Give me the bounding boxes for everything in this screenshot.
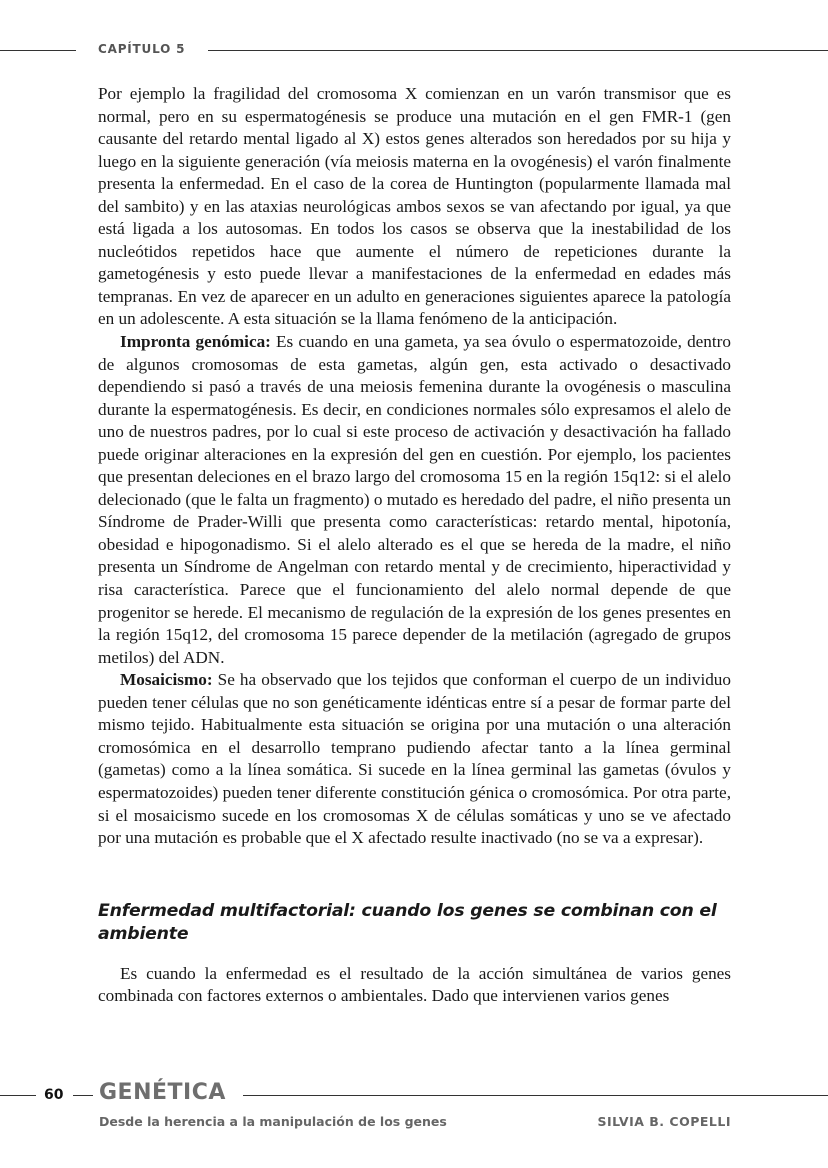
- paragraph-genomic-imprinting: [98, 331, 731, 669]
- section-heading: Enfermedad multifactorial: cuando los genes se combinan con el ambiente: [98, 900, 717, 944]
- book-subtitle: Desde la herencia a la manipulación de los genes: [99, 1114, 447, 1129]
- text-mosaicism: Se ha observado que los tejidos que conforman el cuerpo de un individuo pueden tener células que no son genéticamente idénticas entre sí a pesar de formar parte del mismo tejido. Habitualmente esta situación se origina por una mutación o una alteración cromosómica en el desarrollo temprano pudiendo afectar tanto a la línea germinal (gametas) como a la línea somática. Si sucede en la línea germinal las gametas (óvulos y espermatozoides) pueden tener diferente constitución génica o cromosómica. Por otra parte, si el mosaicismo sucede en los cromosomas X de células somáticas y uno se ve afectado por una mutación es probable que el X afectado resulte inactivado (no se va a expresar).: [98, 670, 731, 848]
- paragraph-mosaicism: [98, 669, 731, 849]
- header-rule-right: [208, 50, 828, 51]
- chapter-label: CAPÍTULO 5: [98, 42, 186, 56]
- page-body: [98, 83, 731, 1008]
- author-name: SILVIA B. COPELLI: [597, 1114, 731, 1129]
- term-mosaicism: Mosaicismo:: [120, 670, 213, 690]
- footer-rule-right: [243, 1095, 828, 1096]
- page-number: 60: [44, 1087, 64, 1103]
- book-title: GENÉTICA: [99, 1080, 226, 1105]
- paragraph-multifactorial: Es cuando la enfermedad es el resultado de la acción simultánea de varios genes combinada con factores externos o ambientales. Dado que intervienen varios genes: [98, 963, 731, 1006]
- term-genomic-imprinting: Impronta genómica:: [120, 332, 271, 352]
- footer-rule-mid: [73, 1095, 93, 1096]
- header-rule-left: [0, 50, 76, 51]
- text-genomic-imprinting: Es cuando en una gameta, ya sea óvulo o espermatozoide, dentro de algunos cromosomas de esta gametas, algún gen, esta activado o desactivado dependiendo si pasó a través de una meiosis femenina durante la ovogénesis o masculina durante la espermatogénesis. Es decir, en condiciones normales sólo expresamos el alelo de uno de nuestros padres, por lo cual si este proceso de activación y desactivación ha fallado puede originar alteraciones en la expresión del gen en cuestión. Por ejemplo, los pacientes que presentan deleciones en el brazo largo del cromosoma 15 en la región 15q12: si el alelo delecionado (que le falta un fragmento) o mutado es heredado del padre, el niño presenta un Síndrome de Prader-Willi que presenta como características: retardo mental, hipotonía, obesidad e hipogonadismo. Si el alelo alterado es el que se hereda de la madre, el niño presenta un Síndrome de Angelman con retardo mental y de crecimiento, hiperactividad y risa característica. Parece que el funcionamiento del alelo normal depende de que progenitor se herede. El mecanismo de regulación de la expresión de los genes presentes en la región 15q12, del cromosoma 15 parece depender de la metilación (agregado de grupos metilos) del ADN.: [98, 332, 731, 667]
- footer-rule-left: [0, 1095, 36, 1096]
- paragraph-anticipation: Por ejemplo la fragilidad del cromosoma X comienzan en un varón transmisor que es normal, pero en su espermatogénesis se produce una mutación en el gen FMR-1 (gen causante del retardo mental ligado al X) estos genes alterados son heredados por su hija y luego en la siguiente generación (vía meiosis materna en la ovogénesis) el varón finalmente presenta la enfermedad. En el caso de la corea de Huntington (popularmente llamada mal del sambito) y en las ataxias neurológicas ambos sexos se van afectando por igual, ya que está ligada a los autosomas. En todos los casos se observa que la inestabilidad de los nucleótidos repetidos hace que aumente el número de repeticiones durante la gametogénesis y esto puede llevar a manifestaciones de la enfermedad en edades más tempranas. En vez de aparecer en un adulto en generaciones siguientes aparece la patología en un adolescente. A esta situación se la llama fenómeno de la anticipación.: [98, 84, 731, 329]
